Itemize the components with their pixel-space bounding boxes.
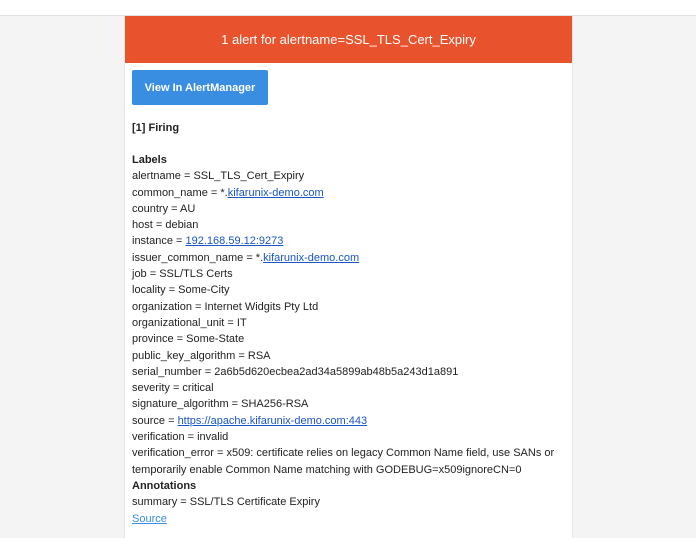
annotation-summary: summary = SSL/TLS Certificate Expiry [132,496,320,509]
label-serial-number: serial_number = 2a6b5d620ecbea2ad34a5899ab48b5a243d1a891 [132,365,459,378]
label-alertname: alertname = SSL_TLS_Cert_Expiry [132,170,305,183]
alert-email-card [124,16,573,538]
label-issuer-common-name-key: issuer_common_name = *. [132,251,264,264]
source-url-link[interactable]: https://apache.kifarunix-demo.com:443 [177,414,368,427]
common-name-link[interactable]: kifarunix-demo.com [227,186,324,199]
view-in-alertmanager-button[interactable]: View In AlertManager [132,70,268,105]
label-country: country = AU [132,202,196,215]
label-issuer-common-name [132,250,572,266]
label-province: province = Some-State [132,333,245,346]
issuer-common-name-link[interactable]: kifarunix-demo.com [263,251,360,264]
alert-content [125,63,572,527]
label-verification-error: verification_error = x509: certificate relies on legacy Common Name field, use SANs or temporarily enable Common Name matching with GODEBUG=x509ignoreCN=0 [132,447,555,476]
label-organization: organization = Internet Widgits Pty Ltd [132,300,319,313]
label-instance-key: instance = [132,235,186,248]
firing-heading: [1] Firing [132,122,180,134]
label-common-name [132,185,572,201]
labels-heading: Labels [132,154,167,166]
source-link-row [132,511,572,527]
label-severity: severity = critical [132,382,214,395]
source-link[interactable]: Source [132,512,167,525]
label-verification: verification = invalid [132,431,229,444]
top-bar [0,0,696,16]
label-organizational-unit: organizational_unit = IT [132,316,247,329]
label-host: host = debian [132,219,199,232]
label-instance [132,233,572,249]
label-locality: locality = Some-City [132,284,230,297]
label-job: job = SSL/TLS Certs [132,268,233,281]
annotations-heading: Annotations [132,479,197,492]
instance-link[interactable]: 192.168.59.12:9273 [185,235,284,248]
alert-header [125,16,572,63]
label-source [132,413,572,429]
alert-header-title: 1 alert for alertname=SSL_TLS_Cert_Expiry [221,32,476,47]
label-public-key-algorithm: public_key_algorithm = RSA [132,349,271,362]
label-source-key: source = [132,414,178,427]
label-common-name-key: common_name = *. [132,186,228,199]
label-signature-algorithm: signature_algorithm = SHA256-RSA [132,398,309,411]
